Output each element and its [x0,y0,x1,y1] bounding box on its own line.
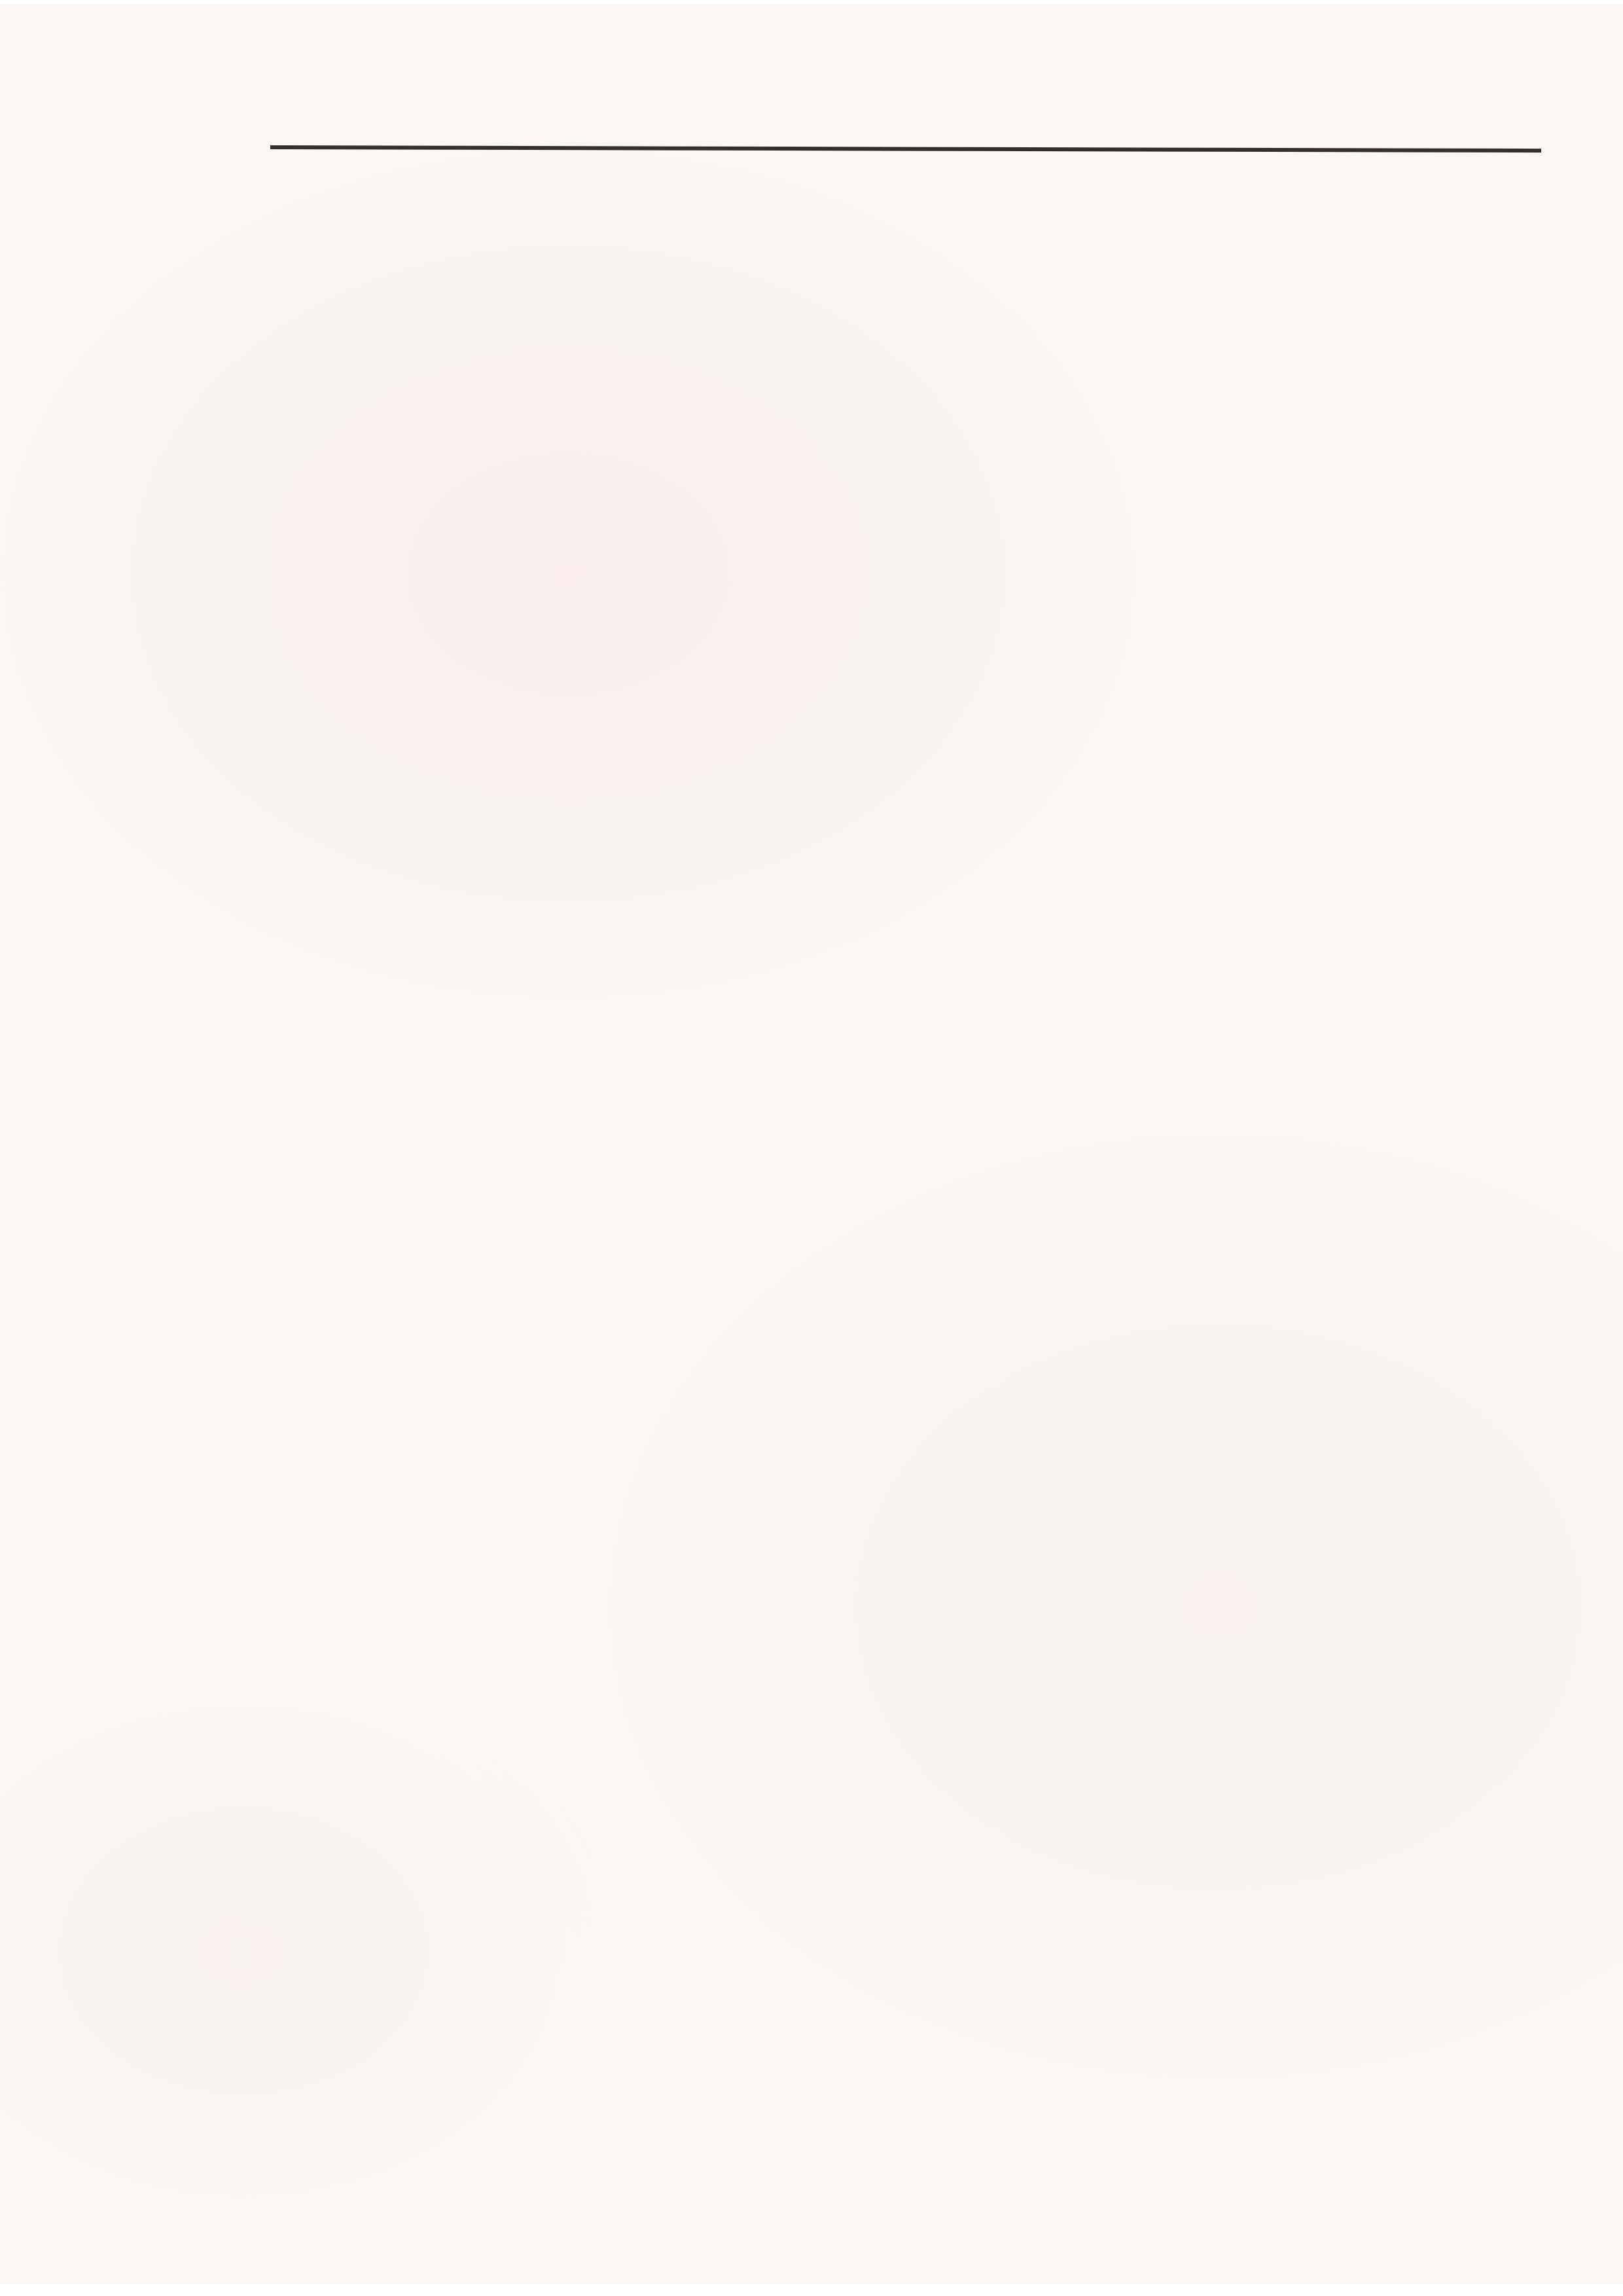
inspection-checklist-table [270,145,1541,152]
scan-edge-top [0,0,1623,5]
scan-edge-bottom [0,2284,1623,2296]
